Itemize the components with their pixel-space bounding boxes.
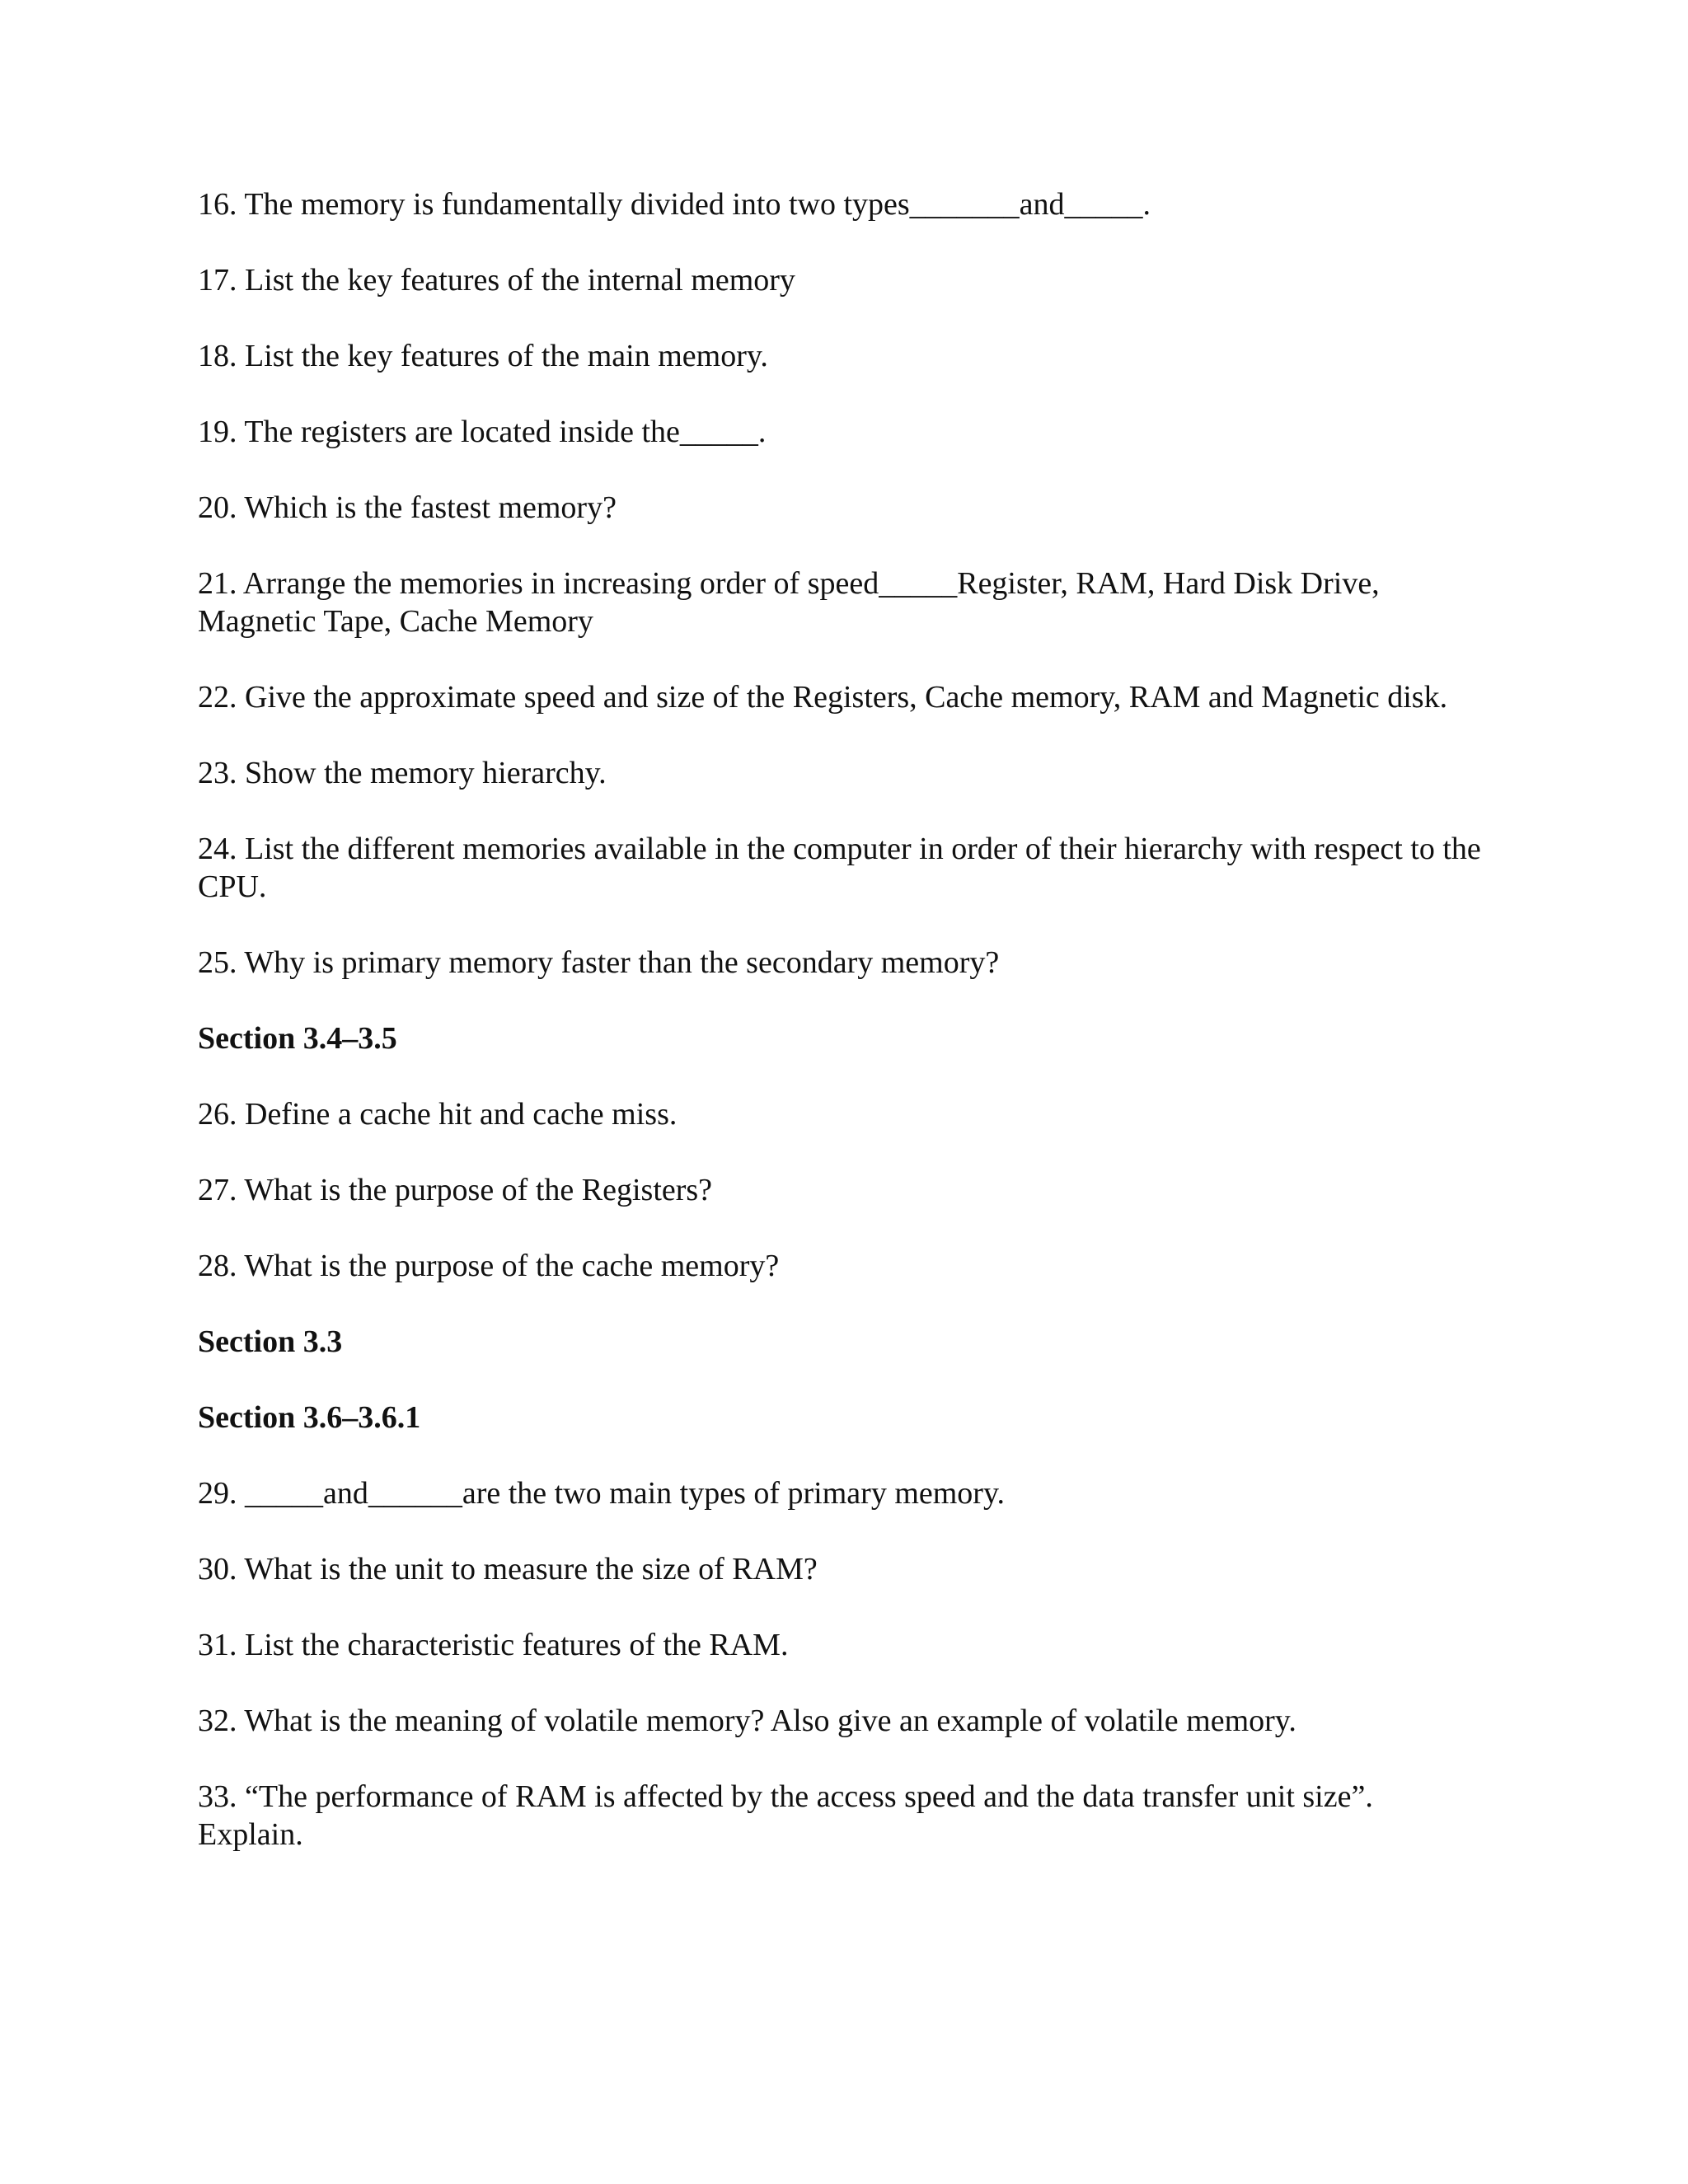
- question-33: 33. “The performance of RAM is affected by the access speed and the data transfer unit size”. Explain.: [198, 1779, 1373, 1852]
- section-heading-3-6: Section 3.6–3.6.1: [198, 1400, 421, 1435]
- question-29: 29. _____and______are the two main types of primary memory.: [198, 1476, 1005, 1511]
- question-list: [198, 185, 1484, 1891]
- question-20: 20. Which is the fastest memory?: [198, 490, 617, 525]
- question-25: 25. Why is primary memory faster than the secondary memory?: [198, 945, 1000, 980]
- question-31: 31. List the characteristic features of the RAM.: [198, 1628, 789, 1662]
- question-18: 18. List the key features of the main memory.: [198, 339, 768, 373]
- question-32: 32. What is the meaning of volatile memory? Also give an example of volatile memory.: [198, 1704, 1296, 1738]
- section-heading-3-4: Section 3.4–3.5: [198, 1021, 397, 1056]
- question-17: 17. List the key features of the internal memory: [198, 263, 795, 298]
- question-27: 27. What is the purpose of the Registers?: [198, 1173, 713, 1207]
- question-26: 26. Define a cache hit and cache miss.: [198, 1097, 678, 1132]
- question-21: 21. Arrange the memories in increasing order of speed_____Register, RAM, Hard Disk Drive, Magnetic Tape, Cache Memory: [198, 566, 1380, 639]
- question-24: 24. List the different memories available in the computer in order of their hierarchy with respect to the CPU.: [198, 832, 1481, 904]
- question-19: 19. The registers are located inside the_____.: [198, 415, 767, 449]
- question-16: 16. The memory is fundamentally divided into two types_______and_____.: [198, 187, 1151, 222]
- section-heading-3-3: Section 3.3: [198, 1324, 343, 1359]
- question-28: 28. What is the purpose of the cache memory?: [198, 1249, 780, 1283]
- question-23: 23. Show the memory hierarchy.: [198, 756, 607, 790]
- question-22: 22. Give the approximate speed and size of the Registers, Cache memory, RAM and Magnetic disk.: [198, 680, 1448, 715]
- question-30: 30. What is the unit to measure the size of RAM?: [198, 1552, 818, 1586]
